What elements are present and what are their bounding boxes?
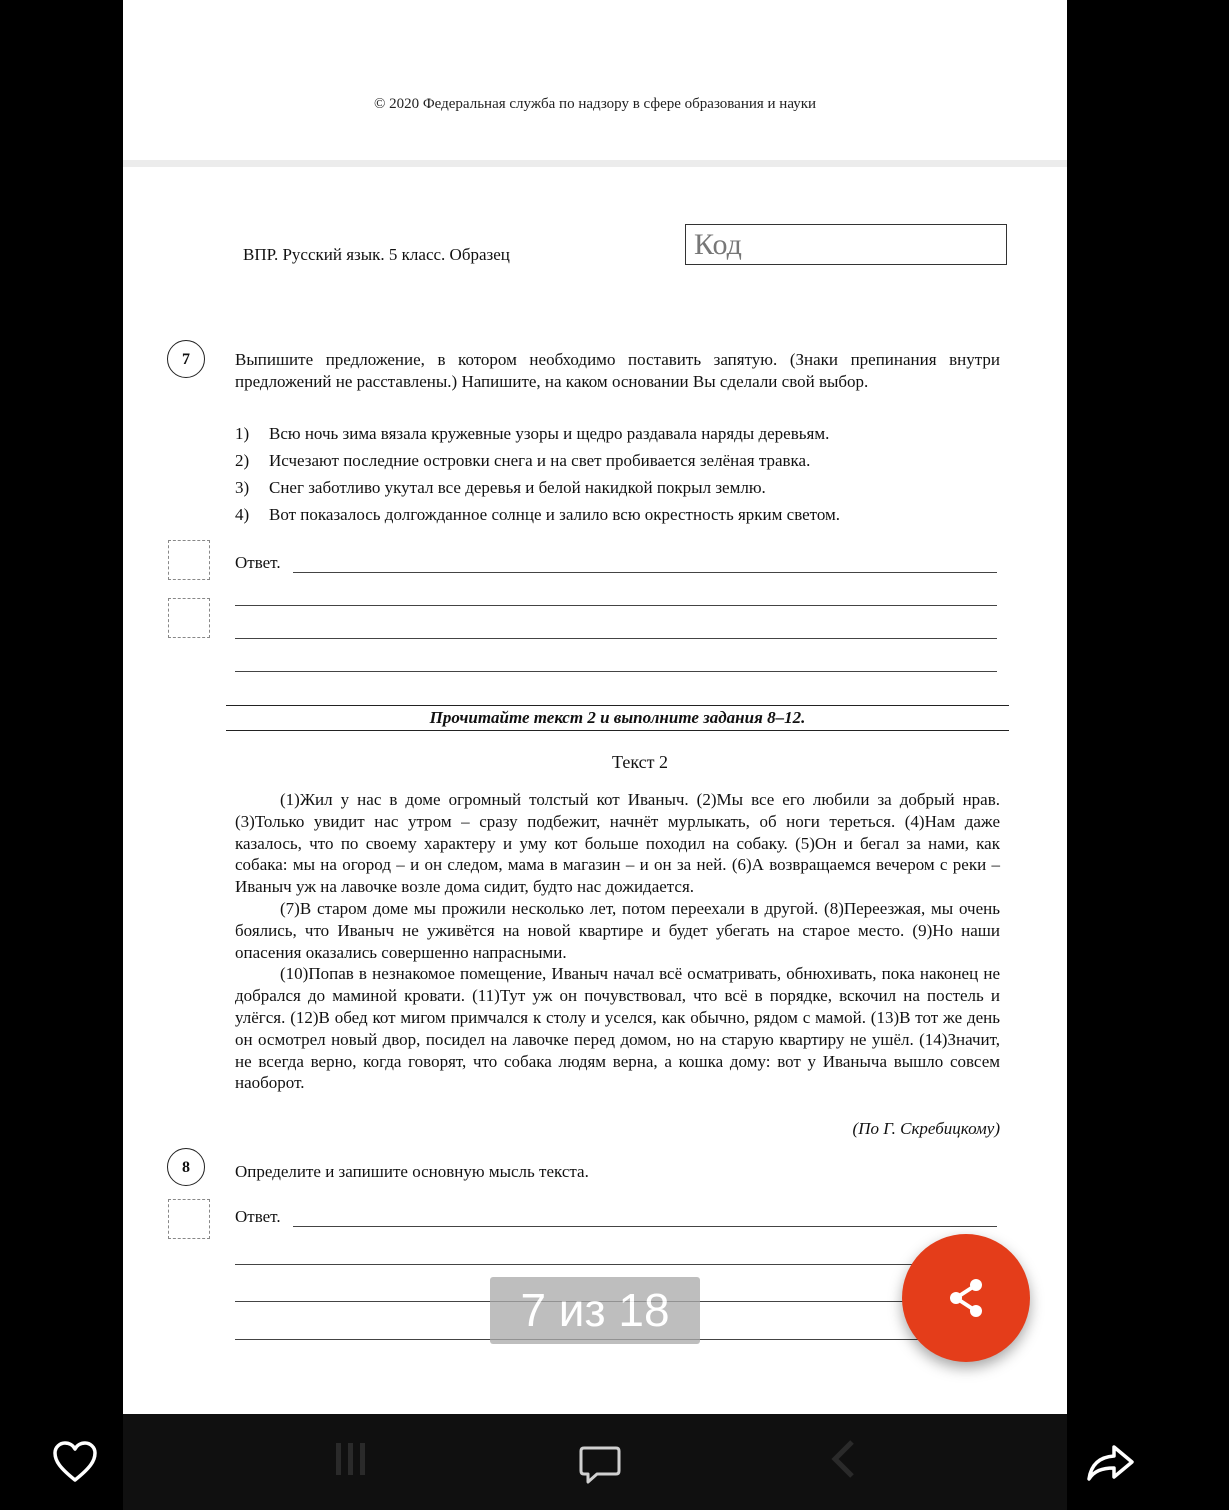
option-text: Снег заботливо укутал все деревья и белой накидкой покрыл землю. bbox=[269, 478, 766, 497]
story-paragraph: (7)В старом доме мы прожили несколько лет, потом переехали в другой. (8)Переезжая, мы очень боялись, что Иваныч не уживётся на новой квартире и будет убегать на старое место. (9)Но наши опасения оказались совершенно напрасными. bbox=[235, 898, 1000, 962]
question-7-number: 7 bbox=[167, 340, 205, 378]
author-attribution: (По Г. Скребицкому) bbox=[852, 1119, 1000, 1138]
answer-line bbox=[235, 638, 997, 639]
score-box bbox=[168, 1199, 210, 1239]
question-7-text: Выпишите предложение, в котором необходимо поставить запятую. (Знаки препинания внутри предложений не расставлены.) Напишите, на каком основании Вы сделали свой выбор. bbox=[235, 350, 1000, 391]
heart-icon[interactable] bbox=[52, 1441, 98, 1488]
forward-share-icon[interactable] bbox=[1086, 1443, 1136, 1488]
document-page bbox=[123, 0, 1067, 1414]
option-text: Всю ночь зима вязала кружевные узоры и щедро раздавала наряды деревьям. bbox=[269, 424, 830, 443]
page-counter: 7 из 18 bbox=[490, 1277, 700, 1344]
score-box bbox=[168, 598, 210, 638]
option-number: 4) bbox=[235, 505, 250, 524]
comment-icon[interactable] bbox=[578, 1443, 622, 1492]
question-8-number: 8 bbox=[167, 1148, 205, 1186]
recent-apps-icon[interactable] bbox=[333, 1440, 369, 1483]
option-number: 3) bbox=[235, 478, 250, 497]
share-button[interactable] bbox=[902, 1234, 1030, 1362]
story-paragraph: (10)Попав в незнакомое помещение, Иваныч начал всё осматривать, обнюхивать, пока наконец не добрался до маминой кровати. (11)Тут уж он почувствовал, что всё в порядке, вскочил на постель и улёгся. (12)В обед кот мигом примчался к столу и уселся, как обычно, рядом с мамой. (13)В тот же день он осмотрел новый двор, посидел на лавочке перед домом, но на старую квартиру не ушёл. (14)Значит, не всегда верно, когда говорят, что собака людям верна, а кошка дому: вот у Иваныча вышло совсем наоборот. bbox=[235, 964, 1000, 1093]
answer-label: Ответ. bbox=[235, 1207, 281, 1226]
question-8-text: Определите и запишите основную мысль текста. bbox=[235, 1162, 589, 1181]
answer-line bbox=[235, 671, 997, 672]
copyright-text: © 2020 Федеральная служба по надзору в сфере образования и науки bbox=[373, 96, 817, 112]
question-7-option-3 bbox=[235, 478, 766, 498]
story-paragraph: (1)Жил у нас в доме огромный толстый кот Иваныч. (2)Мы все его любили за добрый нрав. (3)Только увидит нас утром – сразу подбежит, начнёт мурлыкать, об ноги тереться. (4)Нам даже казалось, что по своему характеру и уму кот больше походил на собаку. (5)Он и бегал за нами, как собака: мы на огород – и он следом, мама в магазин – и он за ней. (6)А возвращаемся вечером с реки – Иваныч уж на лавочке возле дома сидит, будто нас дожидается. bbox=[235, 790, 1000, 897]
page-header-title: ВПР. Русский язык. 5 класс. Образец bbox=[243, 245, 510, 264]
share-icon bbox=[942, 1274, 990, 1322]
option-text: Исчезают последние островки снега и на свет пробивается зелёная травка. bbox=[269, 451, 811, 470]
code-box: Код bbox=[685, 224, 1007, 265]
answer-line bbox=[235, 605, 997, 606]
question-7-option-4 bbox=[235, 505, 840, 525]
answer-line bbox=[293, 572, 997, 573]
score-box bbox=[168, 540, 210, 580]
answer-label: Ответ. bbox=[235, 553, 281, 572]
answer-line bbox=[235, 1264, 997, 1265]
story-text bbox=[235, 789, 1000, 1094]
option-number: 1) bbox=[235, 424, 250, 443]
option-number: 2) bbox=[235, 451, 250, 470]
instruction-banner: Прочитайте текст 2 и выполните задания 8–12. bbox=[226, 705, 1009, 731]
question-7-option-1 bbox=[235, 424, 829, 444]
question-7-option-2 bbox=[235, 451, 810, 471]
option-text: Вот показалось долгожданное солнце и залило всю окрестность ярким светом. bbox=[269, 505, 841, 524]
answer-line bbox=[293, 1226, 997, 1227]
page-separator bbox=[123, 160, 1067, 167]
text-title: Текст 2 bbox=[612, 752, 668, 772]
back-icon[interactable] bbox=[828, 1438, 858, 1485]
